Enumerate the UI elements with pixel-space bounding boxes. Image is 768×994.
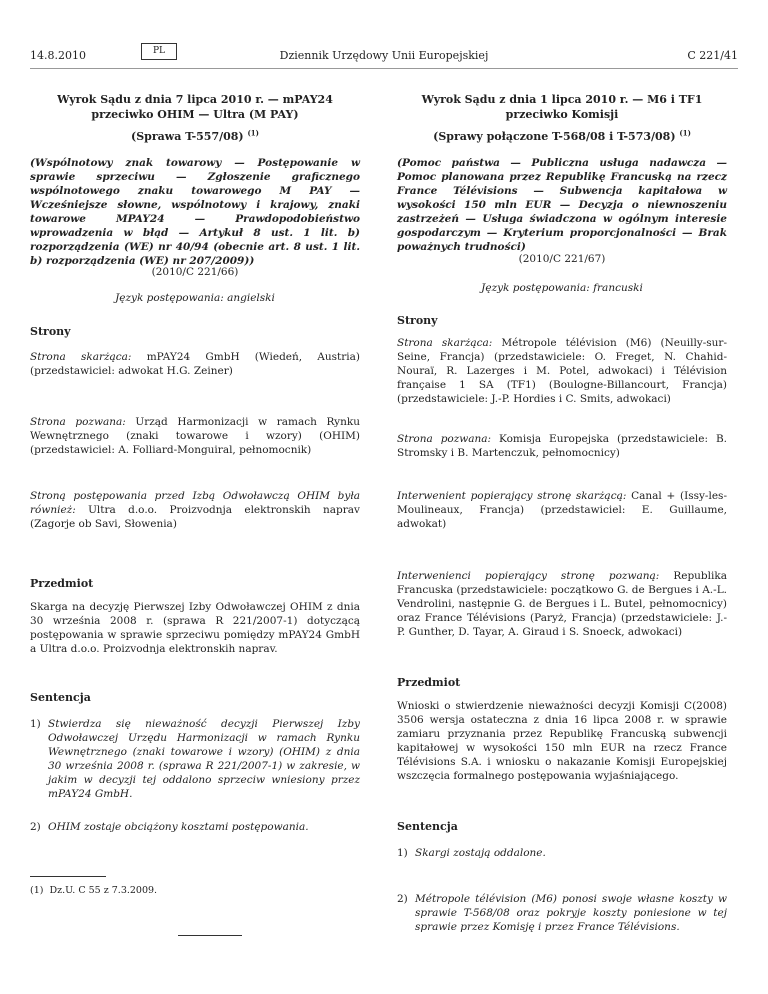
right-case-number: (Sprawy połączone T-568/08 i T-573/08) $^{(1)}$: [433, 128, 691, 143]
left-subject: (Wspólnotowy znak towarowy — Postępowanie w sprawie sprzeciwu — Zgłoszenie graficznego wspólnotowego znaku towarowego M PAY — Wcześniejsze słowne, wspólnotowy i krajowy, znaki towarowe MPAY24 — Prawdopodobieństwo wprowadzenia w błąd — Artykuł 8 ust. 1 lit. b) rozporządzenia (WE) nr 40/94 (obecnie art. 8 ust. 1 lit. b) rozporządzenia (WE) nr 207/2009)): [30, 157, 360, 267]
right-interwenient-2: Interwenienci popierający stronę pozwaną: Republika Francuska (przedstawiciele: początkowo G. de Bergues i A.-L. Vendrolini, następnie G. de Bergues i L. Butel, pełnomocnicy) oraz France Télévisions (Paryż, Francja) (przedstawiciele: J.-P. Gunther, D. Tayar, A. Giraud i S. Snoeck, adwokaci): [397, 570, 727, 638]
left-ref: (2010/C 221/66): [151, 266, 239, 278]
right-przedmiot-heading: Przedmiot: [397, 676, 461, 689]
left-pozwana: Strona pozwana: Urząd Harmonizacji w ramach Rynku Wewnętrznego (znaki towarowe i wzory) (OHIM) (przedstawiciel: A. Folliard-Monguiral, pełnomocnik): [30, 416, 360, 456]
right-language: Język postępowania: francuski: [481, 282, 643, 294]
right-sentencja-item: 1) Skargi zostają oddalone.: [397, 847, 546, 859]
footnote-rule: [30, 876, 106, 877]
left-title: Wyrok Sądu z dnia 7 lipca 2010 r. — mPAY24 przeciwko OHIM — Ultra (M PAY): [57, 93, 333, 121]
right-skarzaca: Strona skarżąca: Métropole télévision (M6) (Neuilly-sur-Seine, Francja) (przedstawiciele: O. Freget, N. Chahid-Nouraï, R. Lazerges i M. Potel, adwokaci) i Télévision française 1 SA (TF1) (Boulogne-Billancourt, Francja) (przedstawiciele: J.-P. Hordies i C. Smits, adwokaci): [397, 337, 727, 405]
language-badge: PL: [141, 43, 177, 60]
left-language: Język postępowania: angielski: [115, 292, 275, 304]
left-sentencja-item: 1) Stwierdza się nieważność decyzji Pierwszej Izby Odwoławczej Urzędu Harmonizacji w ramach Rynku Wewnętrznego (znaki towarowe i wzory) (OHIM) z dnia 30 września 2008 r. (sprawa R 221/2007-1) w zakresie, w jakim w decyzji tej oddalono sprzeciw wniesiony przez mPAY24 GmbH.: [30, 718, 360, 800]
left-skarzaca: Strona skarżąca: mPAY24 GmbH (Wiedeń, Austria) (przedstawiciel: adwokat H.G. Zeiner): [30, 351, 360, 377]
right-subject: (Pomoc państwa — Publiczna usługa nadawcza — Pomoc planowana przez Republikę Francuską na rzecz France Télévisions — Subwencja kapitałowa w wysokości 150 mln EUR — Decyzja o niewnoszeniu zastrzeżeń — Usługa świadczona w ogólnym interesie gospodarczym — Kryterium proporcjonalności — Brak poważnych trudności): [397, 157, 727, 253]
left-case-number: (Sprawa T-557/08) $^{(1)}$: [131, 128, 259, 143]
journal-title: Dziennik Urzędowy Unii Europejskiej: [279, 49, 489, 62]
right-title: Wyrok Sądu z dnia 1 lipca 2010 r. — M6 i TF1 przeciwko Komisji: [421, 93, 703, 121]
footnote-marker: (1): [247, 128, 259, 138]
left-strony-heading: Strony: [30, 325, 71, 338]
end-rule: [178, 935, 242, 936]
left-sentencja-item: 2) OHIM zostaje obciążony kosztami postępowania.: [30, 821, 309, 833]
header-date: 14.8.2010: [30, 49, 86, 62]
left-przedmiot-text: Skarga na decyzję Pierwszej Izby Odwoławczej OHIM z dnia 30 września 2008 r. (sprawa R 221/2007-1) dotyczącą postępowania w sprawie sprzeciwu pomiędzy mPAY24 GmbH a Ultra d.o.o. Proizvodnja elektronskih naprav.: [30, 601, 360, 655]
footnote-marker: (1): [679, 128, 691, 138]
page-reference: C 221/41: [687, 49, 738, 62]
right-strony-heading: Strony: [397, 314, 438, 327]
header-rule: [30, 68, 738, 69]
right-przedmiot-text: Wnioski o stwierdzenie nieważności decyzji Komisji C(2008) 3506 wersja ostateczna z dnia 16 lipca 2008 r. w sprawie zamiaru przyznania przez Republikę Francuską subwencji kapitałowej w wysokości 150 mln EUR na rzecz France Télévisions S.A. i wniosku o nakazanie Komisji Europejskiej wszczęcia formalnego postępowania wyjaśniającego.: [397, 700, 727, 782]
right-sentencja-heading: Sentencja: [397, 820, 458, 833]
left-przedmiot-heading: Przedmiot: [30, 577, 94, 590]
right-interwenient-1: Interwenient popierający stronę skarżącą: Canal + (Issy-les-Moulineaux, Francja) (przedstawiciel: E. Guillaume, adwokat): [397, 490, 727, 530]
left-izba: Stroną postępowania przed Izbą Odwoławczą OHIM była również: Ultra d.o.o. Proizvodnja elektronskih naprav (Zagorje ob Savi, Słowenia): [30, 490, 360, 530]
right-pozwana: Strona pozwana: Komisja Europejska (przedstawiciele: B. Stromsky i B. Martenczuk, pełnomocnicy): [397, 433, 728, 459]
footnote: (1) Dz.U. C 55 z 7.3.2009.: [30, 885, 158, 896]
right-sentencja-item: 2) Métropole télévision (M6) ponosi swoje własne koszty w sprawie T-568/08 oraz pokryje koszty poniesione w tej sprawie przez Komisję i przez France Télévisions.: [397, 893, 727, 933]
right-ref: (2010/C 221/67): [518, 253, 606, 265]
left-sentencja-heading: Sentencja: [30, 691, 91, 704]
